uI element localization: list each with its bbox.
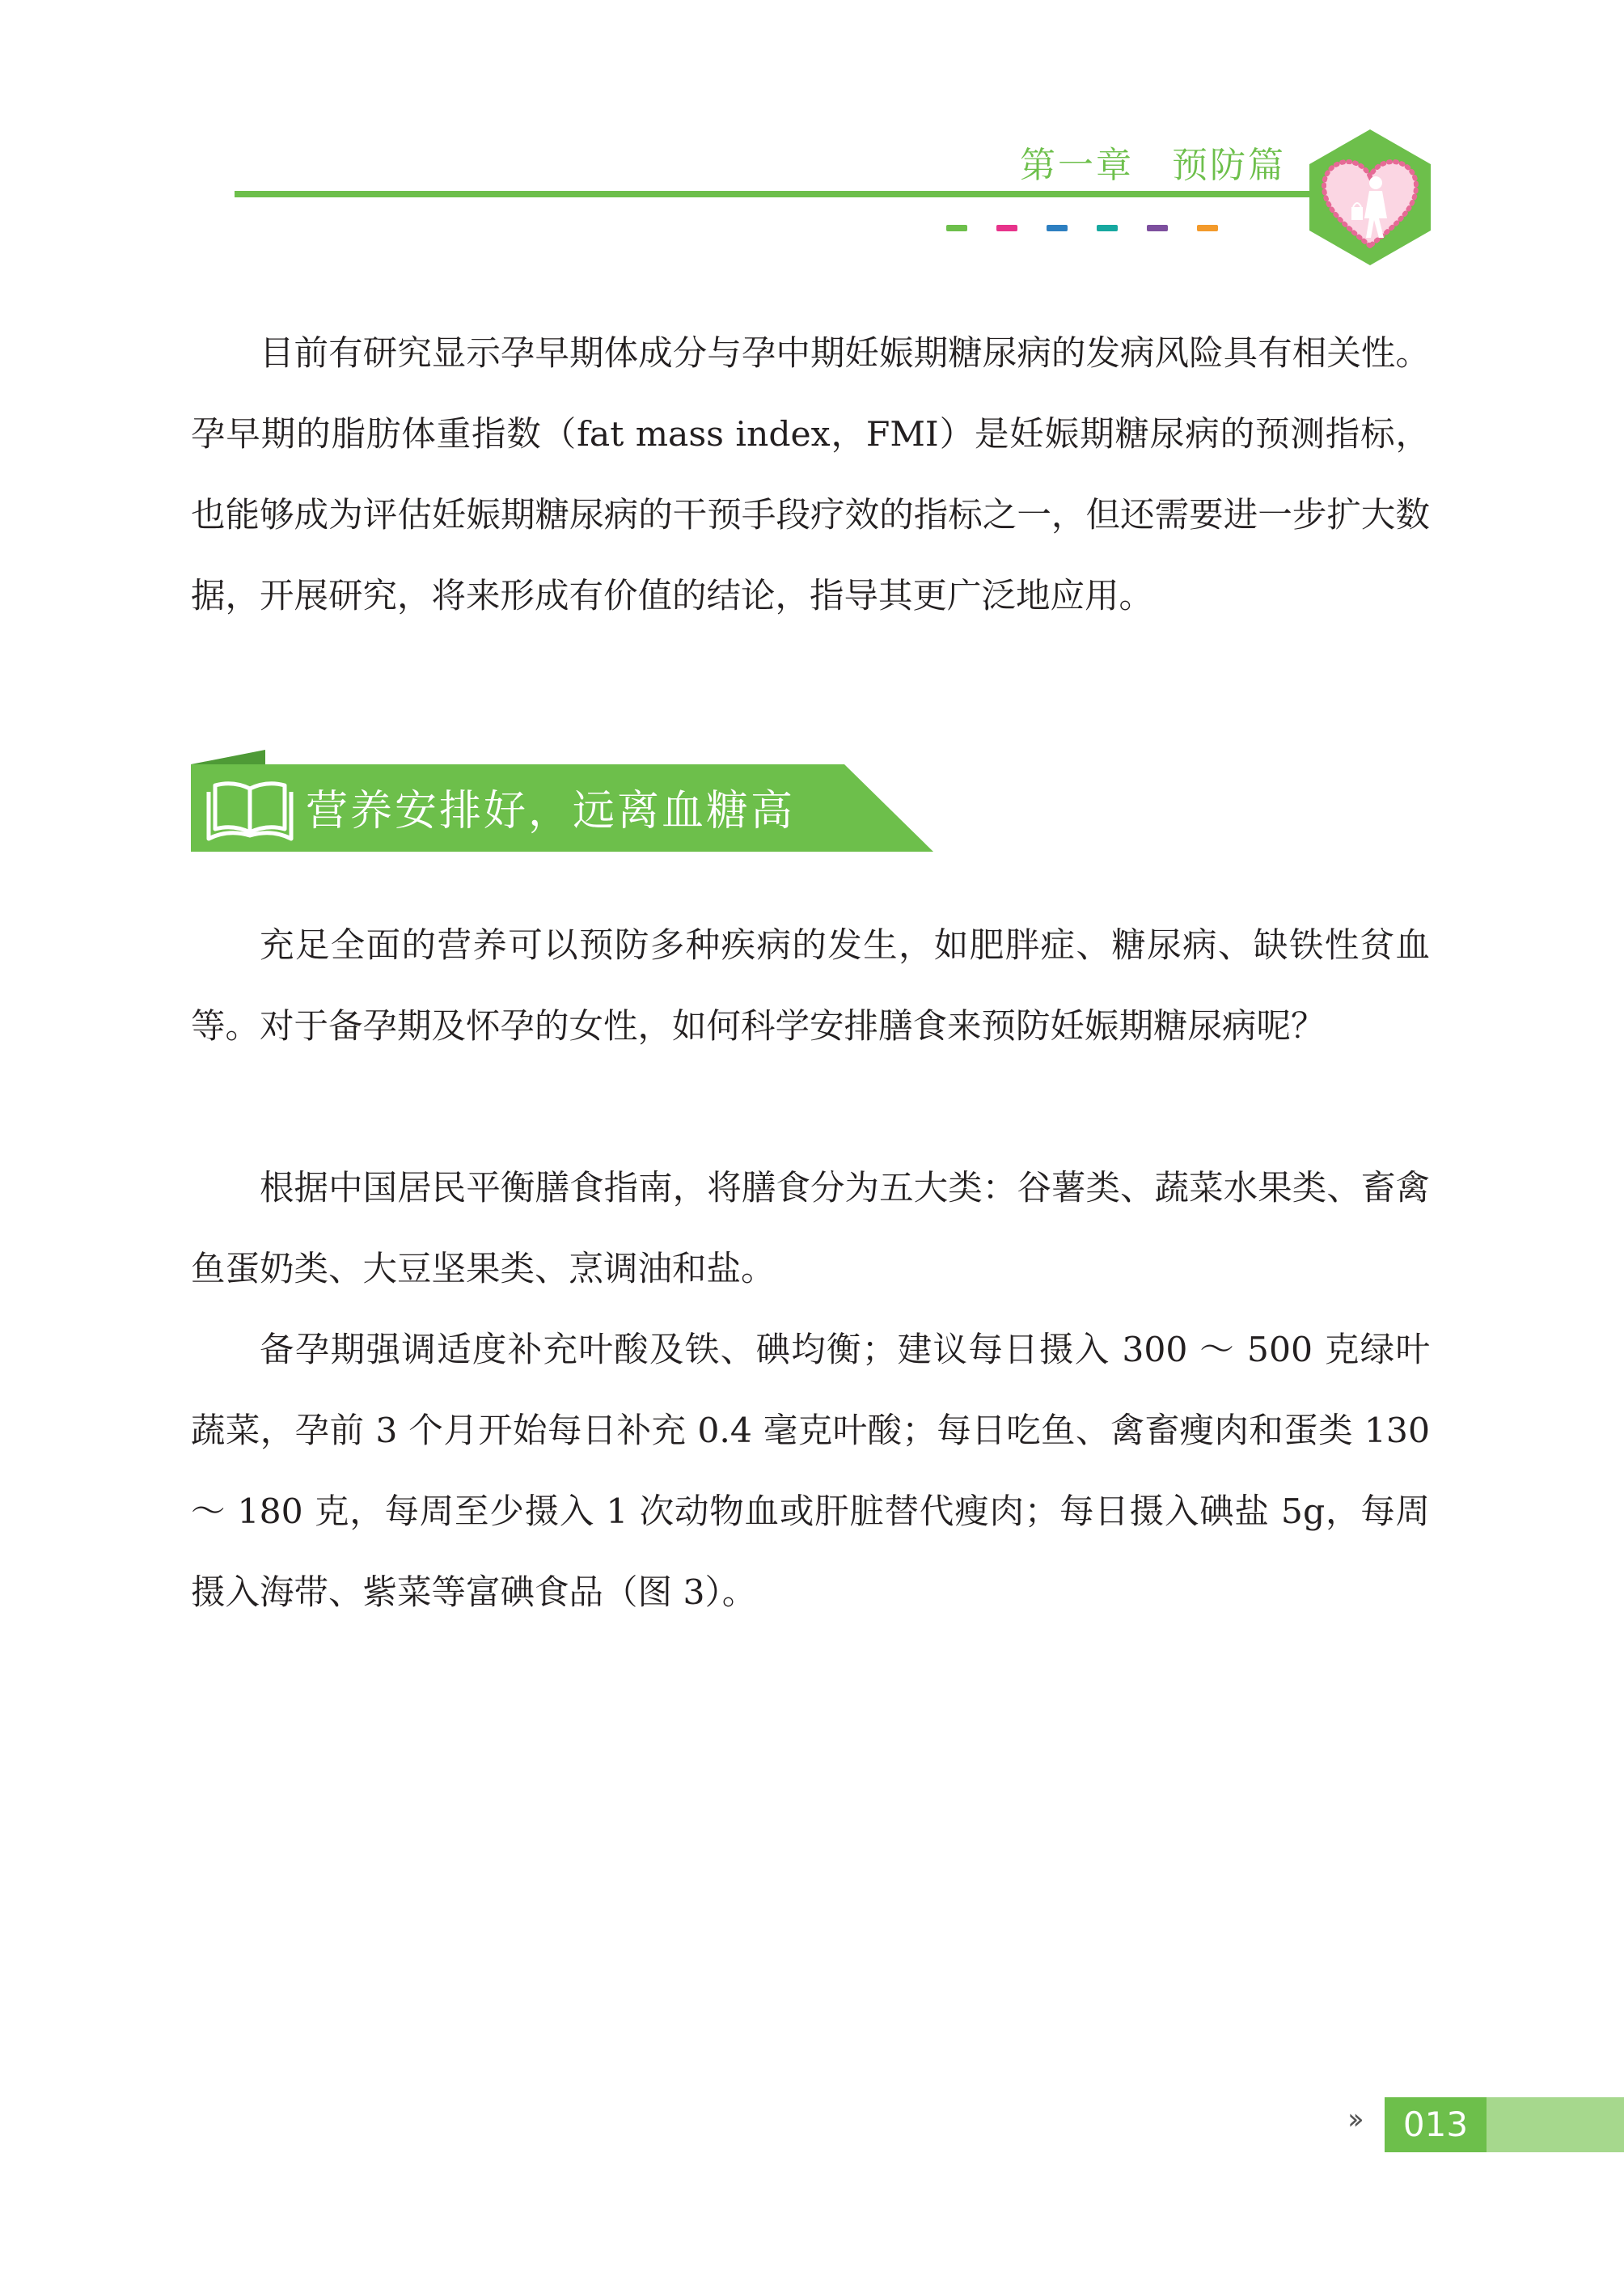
page-number: 013 (1385, 2097, 1487, 2152)
intro-paragraph: 目前有研究显示孕早期体成分与孕中期妊娠期糖尿病的发病风险具有相关性。孕早期的脂肪体重指数（fat mass index，FMI）是妊娠期糖尿病的预测指标，也能够成为评估妊娠期糖尿病的干预手段疗效的指标之一，但还需要进一步扩大数据，开展研究，将来形成有价值的结论，指导其更广泛地应用。 (191, 334, 1430, 616)
page-bar (1487, 2097, 1624, 2152)
header-dash (1147, 225, 1168, 231)
header-dash (1047, 225, 1068, 231)
chapter-title: 第一章 预防篇 (1020, 145, 1286, 186)
header-rule (235, 191, 1326, 197)
section-paragraph: 根据中国居民平衡膳食指南，将膳食分为五大类：谷薯类、蔬菜水果类、畜禽鱼蛋奶类、大豆坚果类、烹调油和盐。 (191, 1169, 1430, 1289)
chevron-right-icon: ›› (1347, 2103, 1358, 2136)
heart-woman-shopping-icon (1306, 128, 1434, 267)
section-paragraph: 备孕期强调适度补充叶酸及铁、碘均衡；建议每日摄入 300 ～ 500 克绿叶蔬菜，孕前 3 个月开始每日补充 0.4 毫克叶酸；每日吃鱼、禽畜瘦肉和蛋类 130 ～ 180 克，每周至少摄入 1 次动物血或肝脏替代瘦肉；每日摄入碘盐 5g，每周摄入海带、紫菜等富碘食品（图 3）。 (191, 1331, 1430, 1613)
header-dash (946, 225, 967, 231)
header-dash (1097, 225, 1118, 231)
section-paragraph: 充足全面的营养可以预防多种疾病的发生，如肥胖症、糖尿病、缺铁性贫血等。对于备孕期及怀孕的女性，如何科学安排膳食来预防妊娠期糖尿病呢？ (191, 926, 1430, 1047)
header-dash (996, 225, 1017, 231)
header-dash (1197, 225, 1218, 231)
section-heading: 营养安排好，远离血糖高 (306, 787, 796, 836)
